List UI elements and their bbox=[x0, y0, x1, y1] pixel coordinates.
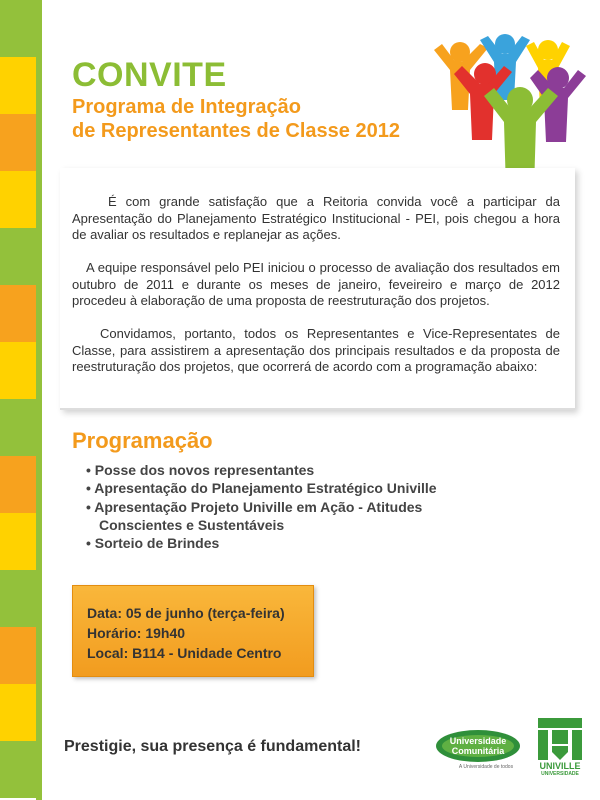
paragraph-3: Convidamos, portanto, todos os Representantes e Vice-Representates de Classe, para assistirem a apresentação dos principais resultados e da proposta de reestruturação dos projetos, que ocorrerá de acordo com a programação abaixo: bbox=[72, 326, 560, 374]
page-subtitle bbox=[72, 95, 400, 143]
event-time: Horário: 19h40 bbox=[87, 625, 186, 641]
logo1-line2: Comunitária bbox=[451, 746, 505, 756]
univille-name: UNIVILLE bbox=[539, 761, 581, 771]
event-details-box bbox=[72, 585, 314, 677]
univille-sub: UNIVERSIDADE bbox=[541, 771, 579, 777]
programacao-list bbox=[86, 461, 437, 552]
subtitle-line-2: de Representantes de Classe 2012 bbox=[72, 120, 400, 142]
list-item: • Posse dos novos representantes bbox=[86, 462, 315, 478]
event-place: Local: B114 - Unidade Centro bbox=[87, 645, 282, 661]
page-title: CONVITE bbox=[72, 56, 227, 94]
event-date: Data: 05 de junho (terça-feira) bbox=[87, 605, 285, 621]
paragraph-2: A equipe responsável pelo PEI iniciou o processo de avaliação dos resultados em outubro de 2011 e durante os meses de janeiro, feveireiro e março de 2012 procedeu à elaboração de uma proposta de reestruturação dos projetos. bbox=[72, 260, 560, 308]
list-item: • Apresentação Projeto Univille em Ação - Atitudes bbox=[86, 498, 423, 515]
paragraph-1: É com grande satisfação que a Reitoria convida você a participar da Apresentação do Planejamento Estratégico Institucional - PEI, pois chegou a hora de avaliar os resultados e replanejar as ações. bbox=[72, 194, 560, 242]
logo1-line1: Universidade bbox=[449, 736, 507, 746]
footer-slogan: Prestigie, sua presença é fundamental! bbox=[64, 738, 361, 755]
list-item: • Sorteio de Brindes bbox=[86, 535, 220, 552]
subtitle-line-1: Programa de Integração bbox=[72, 96, 301, 118]
logo1-tagline: A Universidade de todos bbox=[458, 764, 514, 770]
programacao-title: Programação bbox=[72, 428, 213, 453]
side-green-strip bbox=[36, 0, 42, 800]
list-item: Conscientes e Sustentáveis bbox=[99, 516, 285, 533]
list-item: • Apresentação do Planejamento Estratégico Univille bbox=[86, 480, 437, 497]
